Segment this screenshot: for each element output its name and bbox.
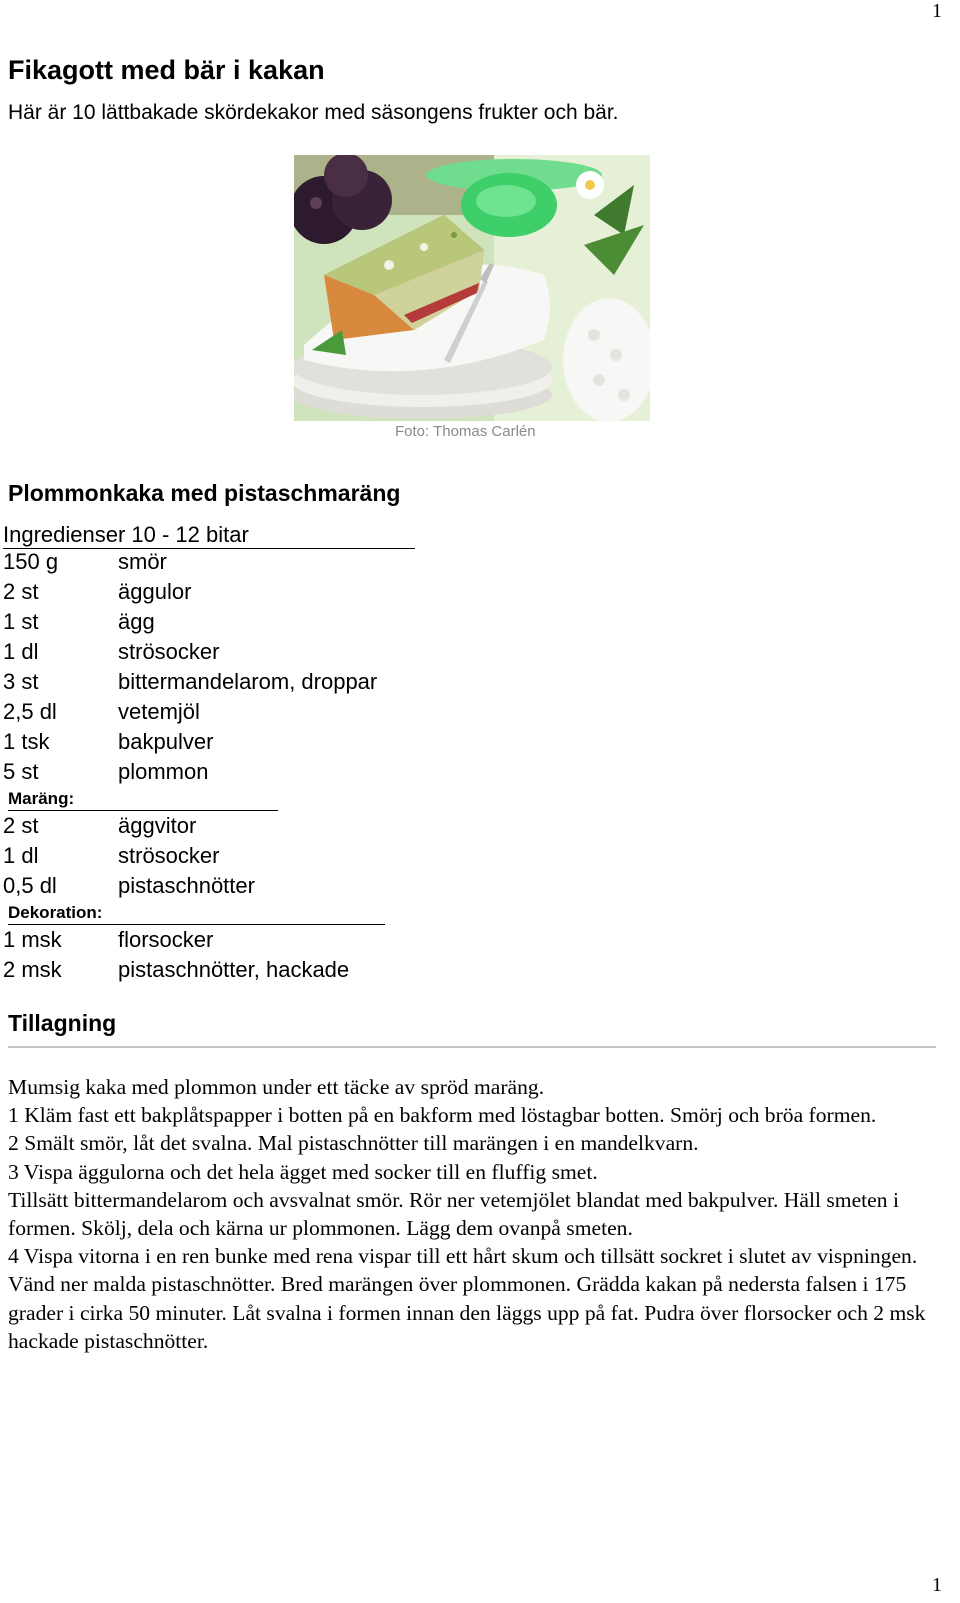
recipe-title: Plommonkaka med pistaschmaräng <box>8 480 401 506</box>
ingredient-qty: 1 tsk <box>3 729 50 754</box>
instruction-paragraph: 4 Vispa vitorna i en ren bunke med rena vispar till ett hårt skum och tillsätt sockret i slutet av vispningen. Vänd ner malda pistaschnötter. Bred marängen över plommonen. Grädda kakan på nedersta falsen i 175 grader i cirka 50 minuter. Låt svalna i formen innan den läggs upp på fat. Pudra över florsocker och 2 msk hackade pistaschnötter. <box>8 1244 926 1353</box>
ingredient-qty: 0,5 dl <box>3 873 57 898</box>
ingredient-row <box>3 872 255 900</box>
ingredient-name: bakpulver <box>118 729 214 754</box>
ingredient-row <box>3 842 219 870</box>
ingredient-row <box>3 608 155 636</box>
ingredient-qty: 5 st <box>3 759 39 784</box>
section-divider <box>8 1046 936 1048</box>
ingredient-name: pistaschnötter <box>118 873 255 898</box>
ingredients-header: Ingredienser 10 - 12 bitar <box>3 521 415 549</box>
ingredient-name: strösocker <box>118 843 220 868</box>
ingredient-row <box>3 956 349 984</box>
ingredient-name: ägg <box>118 609 155 634</box>
ingredient-name: pistaschnötter, hackade <box>118 957 350 982</box>
article-subtitle: Här är 10 lättbakade skördekakor med säsongens frukter och bär. <box>8 101 619 124</box>
instruction-paragraph: 3 Vispa äggulorna och det hela ägget med socker till en fluffig smet. <box>8 1159 598 1184</box>
ingredient-qty: 1 st <box>3 609 39 634</box>
ingredient-row <box>3 668 377 696</box>
ingredient-name: strösocker <box>118 639 220 664</box>
ingredient-name: vetemjöl <box>118 699 200 724</box>
ingredient-row <box>3 698 200 726</box>
instruction-paragraph: 1 Kläm fast ett bakplåtspapper i botten på en bakform med löstagbar botten. Smörj och bröa formen. <box>8 1103 877 1128</box>
ingredient-row <box>3 548 167 576</box>
cake-illustration <box>294 155 650 421</box>
ingredient-row <box>3 638 219 666</box>
recipe-photo <box>294 155 650 421</box>
ingredient-qty: 2 st <box>3 579 39 604</box>
page-number-bottom: 1 <box>932 1574 942 1596</box>
ingredient-name: plommon <box>118 759 209 784</box>
ingredient-row <box>3 926 213 954</box>
ingredient-qty: 1 msk <box>3 927 62 952</box>
ingredient-group-header: Dekoration: <box>8 902 385 925</box>
article-title: Fikagott med bär i kakan <box>8 55 325 85</box>
ingredient-name: bittermandelarom, droppar <box>118 669 378 694</box>
ingredient-qty: 2 st <box>3 813 39 838</box>
instruction-paragraph: 2 Smält smör, låt det svalna. Mal pistaschnötter till marängen i en mandelkvarn. <box>8 1131 699 1156</box>
instruction-paragraph: Tillsätt bittermandelarom och avsvalnat smör. Rör ner vetemjölet blandat med bakpulver. Häll smeten i formen. Skölj, dela och kärna ur plommonen. Lägg dem ovanpå smeten. <box>8 1187 899 1241</box>
ingredient-qty: 1 dl <box>3 639 39 664</box>
ingredient-row <box>3 758 208 786</box>
preparation-steps <box>8 1073 938 1355</box>
ingredient-row <box>3 578 191 606</box>
ingredient-name: äggulor <box>118 579 192 604</box>
ingredient-row <box>3 812 196 840</box>
ingredient-qty: 2,5 dl <box>3 699 57 724</box>
preparation-title: Tillagning <box>8 1010 117 1036</box>
ingredient-qty: 150 g <box>3 549 59 574</box>
ingredient-qty: 1 dl <box>3 843 39 868</box>
ingredient-name: smör <box>118 549 167 574</box>
ingredient-name: äggvitor <box>118 813 197 838</box>
photo-credit: Foto: Thomas Carlén <box>395 423 536 440</box>
ingredient-row <box>3 728 213 756</box>
page-number-top: 1 <box>932 0 942 22</box>
ingredient-qty: 2 msk <box>3 957 62 982</box>
ingredient-name: florsocker <box>118 927 214 952</box>
instruction-paragraph: Mumsig kaka med plommon under ett täcke av spröd maräng. <box>8 1075 545 1099</box>
ingredient-group-header: Maräng: <box>8 788 278 811</box>
ingredient-qty: 3 st <box>3 669 39 694</box>
